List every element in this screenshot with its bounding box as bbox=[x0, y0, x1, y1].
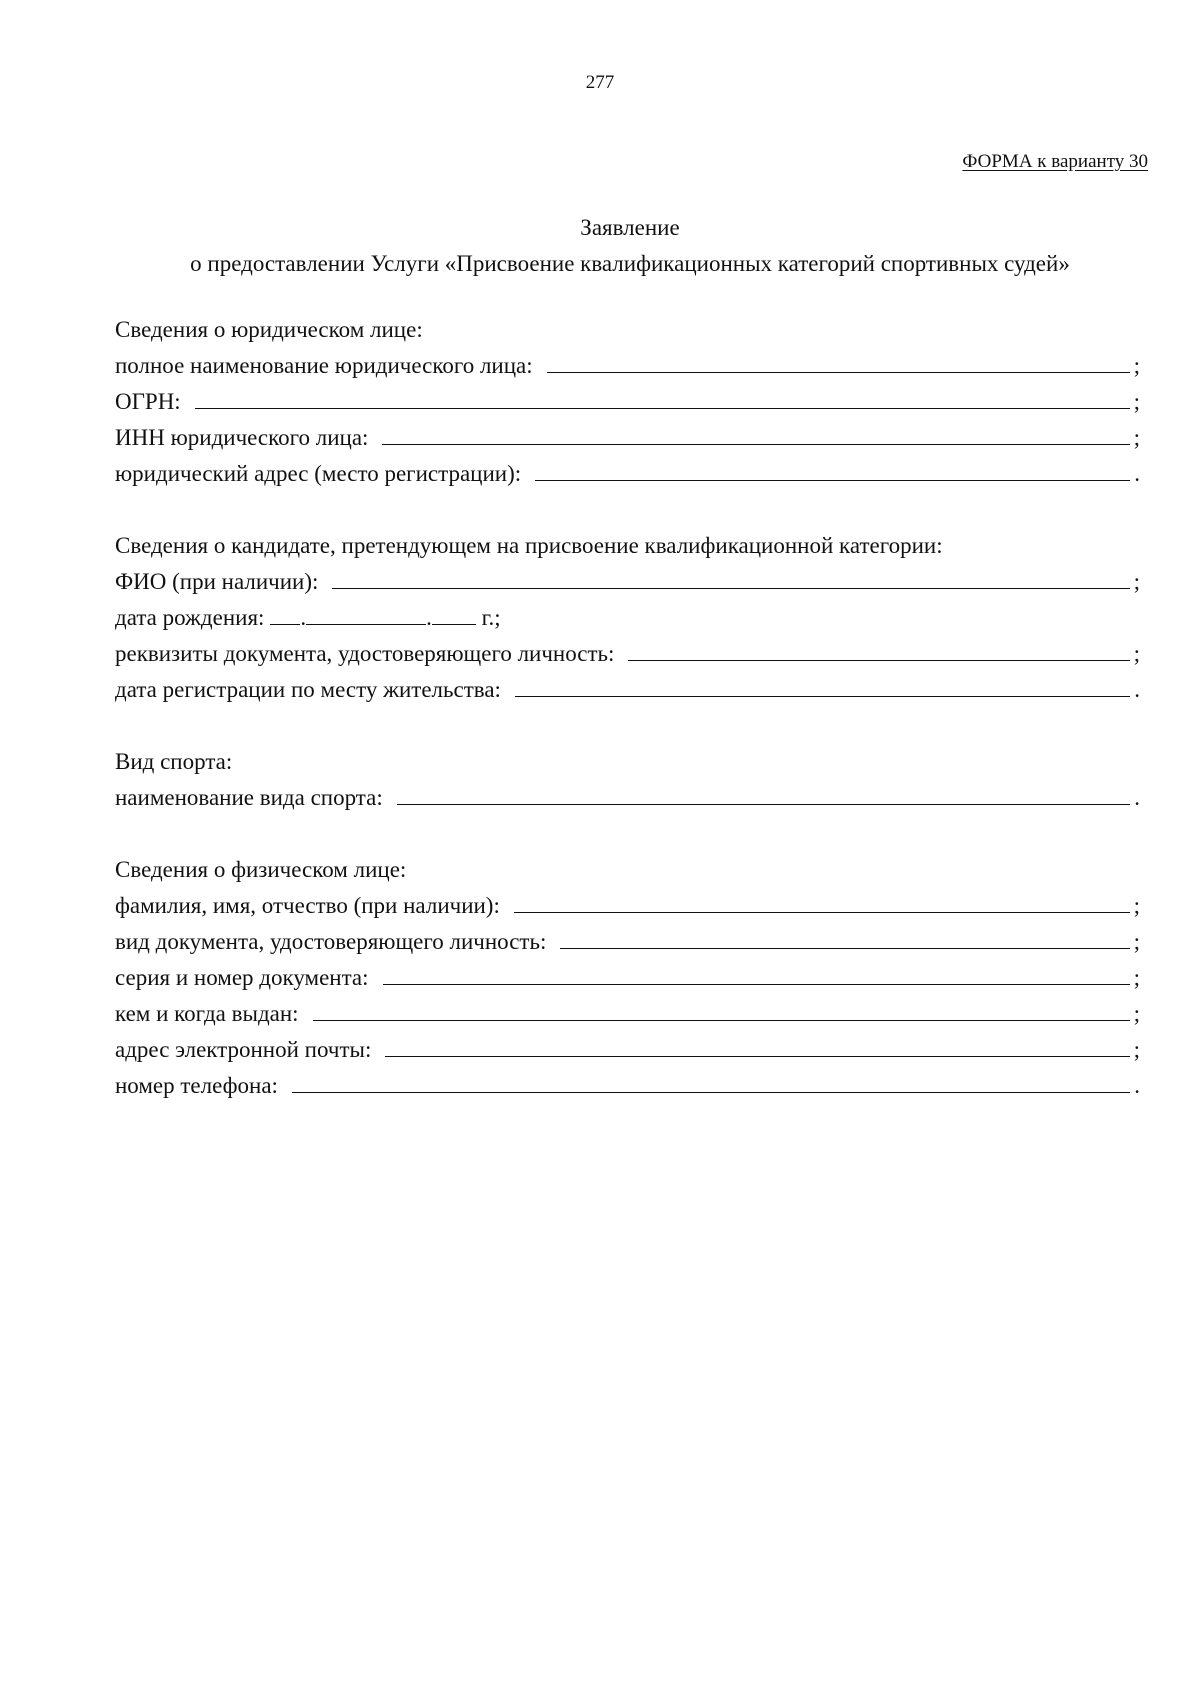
title-line-1: Заявление bbox=[580, 215, 680, 240]
doc-number-row bbox=[115, 960, 1140, 996]
field-end-punct: ; bbox=[1133, 1037, 1140, 1062]
individual-fio-field[interactable] bbox=[514, 888, 1130, 913]
birth-date-label: дата рождения: bbox=[115, 605, 265, 630]
birth-month-field[interactable] bbox=[306, 600, 426, 625]
email-label: адрес электронной почты: bbox=[115, 1037, 372, 1062]
candidate-fio-label: ФИО (при наличии): bbox=[115, 569, 319, 594]
legal-full-name-field[interactable] bbox=[547, 348, 1130, 373]
sport-name-label: наименование вида спорта: bbox=[115, 785, 383, 810]
registration-date-row bbox=[115, 672, 1140, 708]
candidate-section bbox=[115, 528, 1140, 708]
individual-fio-row bbox=[115, 888, 1140, 924]
field-end-punct: ; bbox=[1133, 425, 1140, 450]
individual-fio-label: фамилия, имя, отчество (при наличии): bbox=[115, 893, 500, 918]
field-end-punct: ; bbox=[1133, 929, 1140, 954]
legal-entity-section bbox=[115, 312, 1140, 492]
field-end-punct: ; bbox=[1133, 965, 1140, 990]
inn-field[interactable] bbox=[382, 420, 1129, 445]
registration-date-field[interactable] bbox=[515, 672, 1130, 697]
issued-field[interactable] bbox=[313, 996, 1130, 1021]
sport-heading: Вид спорта: bbox=[115, 749, 233, 774]
field-end-punct: ; bbox=[1133, 569, 1140, 594]
candidate-id-doc-row bbox=[115, 636, 1140, 672]
field-end-punct: . bbox=[1134, 785, 1140, 810]
sport-name-field[interactable] bbox=[397, 780, 1131, 805]
legal-address-row bbox=[115, 456, 1140, 492]
sport-section bbox=[115, 744, 1140, 816]
phone-label: номер телефона: bbox=[115, 1073, 278, 1098]
legal-address-label: юридический адрес (место регистрации): bbox=[115, 461, 522, 486]
candidate-fio-field[interactable] bbox=[332, 564, 1129, 589]
page-number: 277 bbox=[585, 72, 615, 93]
field-end-punct: . bbox=[1134, 677, 1140, 702]
title-line-2: о предоставлении Услуги «Присвоение квалификационных категорий спортивных судей» bbox=[190, 251, 1070, 276]
registration-date-label: дата регистрации по месту жительства: bbox=[115, 677, 501, 702]
field-end-punct: ; bbox=[1133, 353, 1140, 378]
date-suffix: г.; bbox=[475, 605, 501, 630]
inn-label: ИНН юридического лица: bbox=[115, 425, 369, 450]
candidate-fio-row bbox=[115, 564, 1140, 600]
legal-full-name-row bbox=[115, 348, 1140, 384]
legal-address-field[interactable] bbox=[535, 456, 1130, 481]
form-reference: ФОРМА к варианту 30 bbox=[962, 151, 1148, 172]
date-separator: . bbox=[300, 605, 307, 630]
candidate-id-doc-label: реквизиты документа, удостоверяющего личность: bbox=[115, 641, 615, 666]
field-end-punct: ; bbox=[1133, 641, 1140, 666]
inn-row bbox=[115, 420, 1140, 456]
ogrn-field[interactable] bbox=[195, 384, 1130, 409]
phone-row bbox=[115, 1068, 1140, 1104]
doc-number-label: серия и номер документа: bbox=[115, 965, 369, 990]
candidate-id-doc-field[interactable] bbox=[628, 636, 1129, 661]
doc-type-label: вид документа, удостоверяющего личность: bbox=[115, 929, 547, 954]
individual-section bbox=[115, 852, 1140, 1104]
doc-type-row bbox=[115, 924, 1140, 960]
doc-type-field[interactable] bbox=[560, 924, 1129, 949]
field-end-punct: . bbox=[1134, 1073, 1140, 1098]
sport-name-row bbox=[115, 780, 1140, 816]
birth-year-field[interactable] bbox=[432, 600, 476, 625]
birth-date-row bbox=[115, 600, 1140, 636]
legal-entity-heading: Сведения о юридическом лице: bbox=[115, 317, 423, 342]
birth-day-field[interactable] bbox=[270, 600, 300, 625]
email-row bbox=[115, 1032, 1140, 1068]
email-field[interactable] bbox=[385, 1032, 1129, 1057]
legal-full-name-label: полное наименование юридического лица: bbox=[115, 353, 533, 378]
form-content bbox=[115, 312, 1140, 1140]
individual-heading: Сведения о физическом лице: bbox=[115, 857, 407, 882]
field-end-punct: ; bbox=[1133, 893, 1140, 918]
ogrn-label: ОГРН: bbox=[115, 389, 181, 414]
field-end-punct: ; bbox=[1133, 1001, 1140, 1026]
doc-number-field[interactable] bbox=[383, 960, 1130, 985]
field-end-punct: ; bbox=[1133, 389, 1140, 414]
candidate-heading: Сведения о кандидате, претендующем на присвоение квалификационной категории: bbox=[115, 533, 943, 558]
date-separator: . bbox=[426, 605, 432, 630]
issued-row bbox=[115, 996, 1140, 1032]
field-end-punct: . bbox=[1134, 461, 1140, 486]
document-title bbox=[0, 210, 1200, 282]
ogrn-row bbox=[115, 384, 1140, 420]
phone-field[interactable] bbox=[292, 1068, 1130, 1093]
issued-label: кем и когда выдан: bbox=[115, 1001, 299, 1026]
